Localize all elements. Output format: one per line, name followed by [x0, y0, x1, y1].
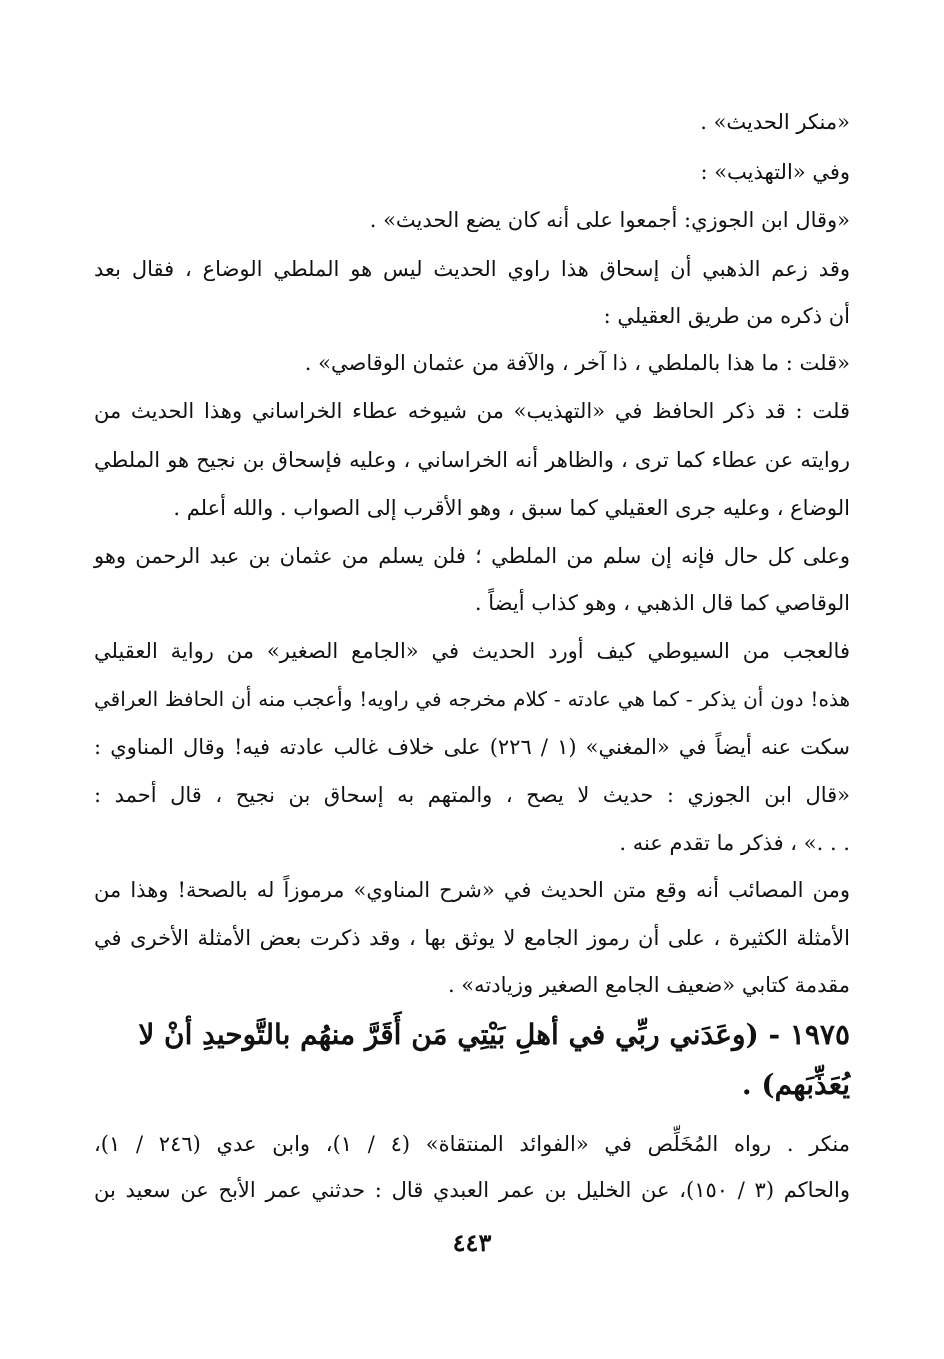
page-number: ٤٤٣	[452, 1228, 492, 1257]
text-line: الوضاع ، وعليه جرى العقيلي كما سبق ، وهو الأقرب إلى الصواب . والله أعلم .	[173, 496, 850, 520]
text-line: وفي «التهذيب» :	[700, 160, 850, 184]
text-line: . . .» ، فذكر ما تقدم عنه .	[619, 831, 850, 855]
text-line: روايته عن عطاء كما ترى ، والظاهر أنه الخراساني ، وعليه فإسحاق بن نجيح هو الملطي	[94, 448, 850, 472]
text-line: الأمثلة الكثيرة ، على أن رموز الجامع لا يوثق بها ، وقد ذكرت بعض الأمثلة الأخرى في	[94, 926, 850, 950]
text-line: الوقاصي كما قال الذهبي ، وهو كذاب أيضاً .	[474, 591, 850, 615]
text-line: والحاكم (٣ / ١٥٠)، عن الخليل بن عمر العبدي قال : حدثني عمر الأبح عن سعيد بن	[94, 1178, 851, 1202]
text-line: ومن المصائب أنه وقع متن الحديث في «شرح المناوي» مرموزاً له بالصحة! وهذا من	[94, 878, 850, 902]
text-line: «قال ابن الجوزي : حديث لا يصح ، والمتهم به إسحاق بن نجيح ، قال أحمد :	[94, 783, 850, 807]
text-line: وعلى كل حال فإنه إن سلم من الملطي ؛ فلن يسلم من عثمان بن عبد الرحمن وهو	[94, 544, 850, 568]
text-line: مقدمة كتابي «ضعيف الجامع الصغير وزيادته» .	[447, 973, 850, 997]
text-line: منكر . رواه المُخَلِّص في «الفوائد المنتقاة» (٤ / ١)، وابن عدي (٢٤٦ / ١)،	[94, 1132, 850, 1156]
hadith-heading-line-1: ١٩٧٥ - (وعَدَني ربِّي في أهلِ بَيْتِي مَن أَقَرَّ منهُم بالتَّوحيدِ أنْ لا	[138, 1018, 850, 1051]
text-line: «وقال ابن الجوزي: أجمعوا على أنه كان يضع الحديث» .	[369, 208, 850, 232]
hadith-heading-line-2: يُعَذِّبَهم) .	[741, 1068, 850, 1101]
text-line: «قلت : ما هذا بالملطي ، ذا آخر ، والآفة من عثمان الوقاصي» .	[304, 351, 850, 375]
text-line: سكت عنه أيضاً في «المغني» (١ / ٢٢٦) على خلاف غالب عادته فيه! وقال المناوي :	[94, 735, 850, 759]
text-line: وقد زعم الذهبي أن إسحاق هذا راوي الحديث ليس هو الملطي الوضاع ، فقال بعد	[94, 257, 850, 281]
text-line: «منكر الحديث» .	[700, 110, 850, 134]
text-line: فالعجب من السيوطي كيف أورد الحديث في «الجامع الصغير» من رواية العقيلي	[94, 639, 850, 663]
text-line: قلت : قد ذكر الحافظ في «التهذيب» من شيوخه عطاء الخراساني وهذا الحديث من	[94, 399, 850, 423]
text-line: هذه! دون أن يذكر - كما هي عادته - كلام مخرجه في راويه! وأعجب منه أن الحافظ العراقي	[94, 687, 850, 711]
text-line: أن ذكره من طريق العقيلي :	[603, 304, 850, 328]
